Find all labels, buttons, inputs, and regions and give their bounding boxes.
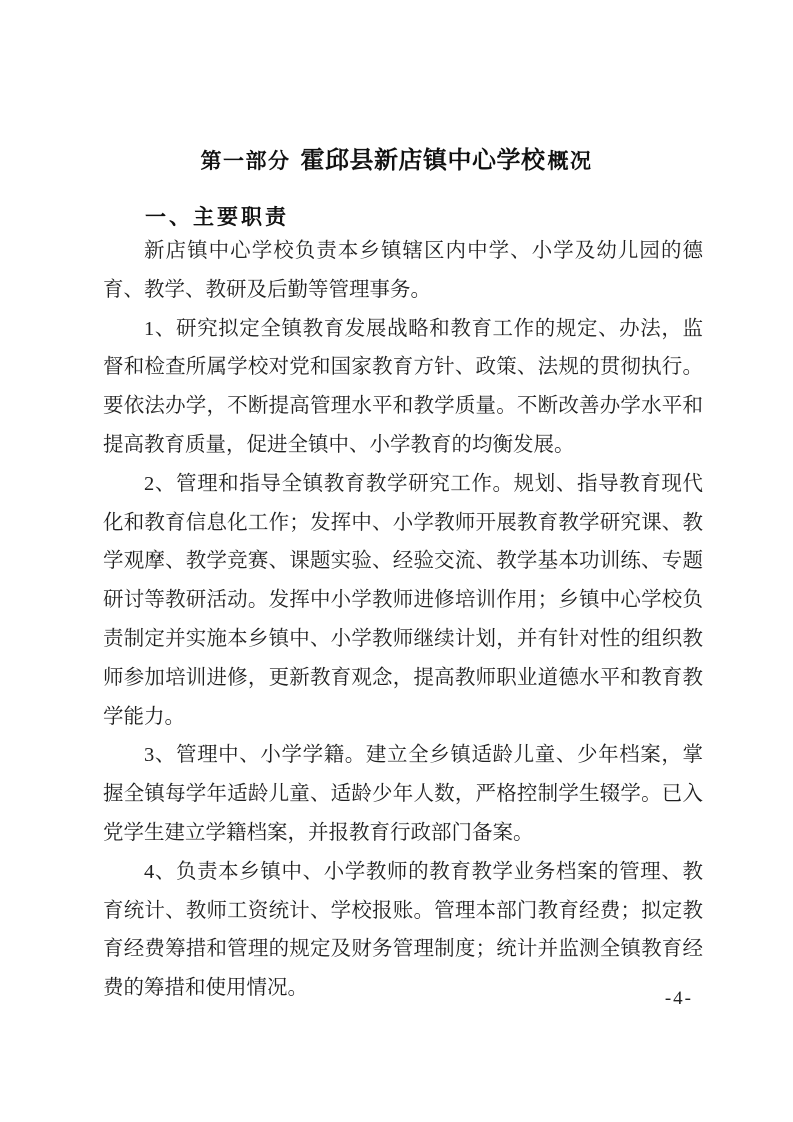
body-paragraph-2: 2、管理和指导全镇教育教学研究工作。规划、指导教育现代化和教育信息化工作；发挥中、小学教师开展教育教学研究课、教学观摩、教学竞赛、课题实验、经验交流、教学基本功训练、专题研讨等教研活动。发挥中小学教师进修培训作用；乡镇中心学校负责制定并实施本乡镇中、小学教师继续计划，并有针对性的组织教师参加培训进修，更新教育观念，提高教师职业道德水平和教育教学能力。 bbox=[103, 472, 703, 728]
title-emphasis: 霍邱县新店镇中心学校 bbox=[300, 147, 546, 174]
body-paragraph-3: 3、管理中、小学学籍。建立全乡镇适龄儿童、少年档案，掌握全镇每学年适龄儿童、适龄少年人数，严格控制学生辍学。已入党学生建立学籍档案，并报教育行政部门备案。 bbox=[103, 744, 703, 844]
body-paragraph-4: 4、负责本乡镇中、小学教师的教育教学业务档案的管理、教育统计、教师工资统计、学校报账。管理本部门教育经费；拟定教育经费筹措和管理的规定及财务管理制度；统计并监测全镇教育经费的筹措和使用情况。 bbox=[103, 860, 703, 1000]
body-paragraph-intro: 新店镇中心学校负责本乡镇辖区内中学、小学及幼儿园的德育、教学、教研及后勤等管理事务。 bbox=[103, 240, 703, 301]
body-paragraph-1: 1、研究拟定全镇教育发展战略和教育工作的规定、办法，监督和检查所属学校对党和国家教育方针、政策、法规的贯彻执行。要依法办学，不断提高管理水平和教学质量。不断改善办学水平和提高教育质量，促进全镇中、小学教育的均衡发展。 bbox=[103, 317, 703, 456]
document-body bbox=[103, 232, 703, 1008]
page-number: -4- bbox=[664, 988, 693, 1009]
section-heading: 一、主要职责 bbox=[145, 206, 289, 229]
title-suffix: 概况 bbox=[547, 150, 593, 173]
title-prefix: 第一部分 bbox=[200, 150, 291, 173]
document-title bbox=[0, 140, 793, 175]
